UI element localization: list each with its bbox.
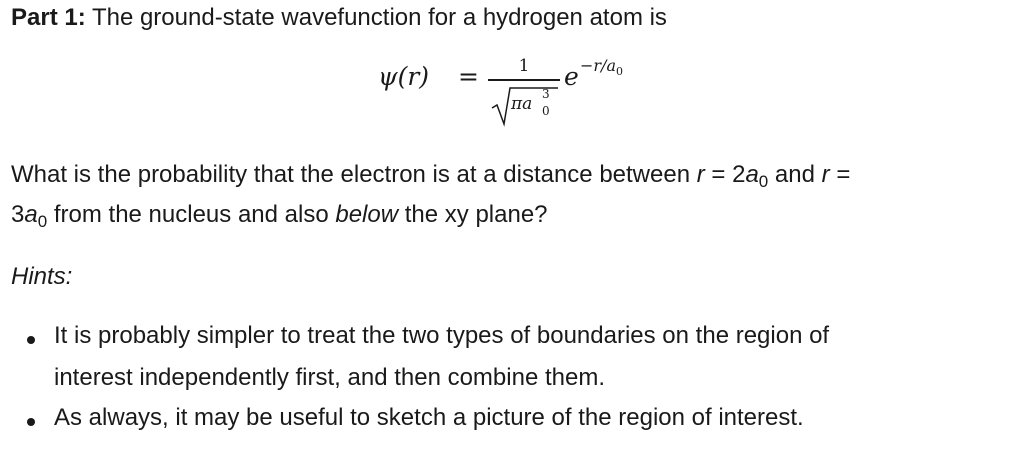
radicand-superscript: 3 xyxy=(542,87,550,101)
hint-item-2: As always, it may be useful to sketch a picture of the region of interest. xyxy=(54,404,804,431)
exp-exponent xyxy=(580,56,623,78)
sub-2: 0 xyxy=(37,212,48,231)
hint-item-1-line-2: interest independently first, and then combine them. xyxy=(54,364,605,391)
var-a1: a xyxy=(745,161,759,188)
heading-text: The ground-state wavefunction for a hydrogen atom is xyxy=(85,4,667,31)
var-r2: r xyxy=(821,161,830,188)
formula-equals: = xyxy=(458,62,479,91)
exponent-text: −r/a xyxy=(580,56,616,75)
hint-item-1-line-1: It is probably simpler to treat the two types of boundaries on the region of xyxy=(54,322,830,349)
bullet-dot-1 xyxy=(27,336,35,344)
question-line-1 xyxy=(11,160,850,192)
wavefunction-formula xyxy=(378,56,658,132)
radicand-subscript: 0 xyxy=(542,104,550,118)
part-heading xyxy=(11,3,667,33)
question-line-2 xyxy=(11,200,548,232)
radicand: πa xyxy=(511,94,533,114)
var-r1: r xyxy=(696,161,705,188)
bullet-dot-2 xyxy=(27,418,35,426)
hints-label: Hints: xyxy=(11,263,73,290)
exponent-subscript: 0 xyxy=(615,65,623,78)
sub-1: 0 xyxy=(758,172,769,191)
formula-lhs: ψ(r) xyxy=(378,62,430,91)
part-label: Part 1: xyxy=(11,4,86,31)
exp-base: e xyxy=(564,62,579,91)
question-text-3: the xy plane? xyxy=(398,201,548,228)
var-a2: a xyxy=(24,201,38,228)
fraction-numerator: 1 xyxy=(518,56,530,76)
and-text: and xyxy=(768,161,822,188)
question-text-1: What is the probability that the electron is at a distance between xyxy=(11,161,697,188)
num-3: 3 xyxy=(11,201,25,228)
question-text-2: from the nucleus and also xyxy=(47,201,336,228)
eq-end: = xyxy=(829,161,851,188)
below-text: below xyxy=(335,201,399,228)
fraction-bar xyxy=(488,79,560,81)
fraction-denominator xyxy=(488,84,560,128)
eq-2: = 2 xyxy=(704,161,746,188)
formula-fraction xyxy=(488,56,560,132)
